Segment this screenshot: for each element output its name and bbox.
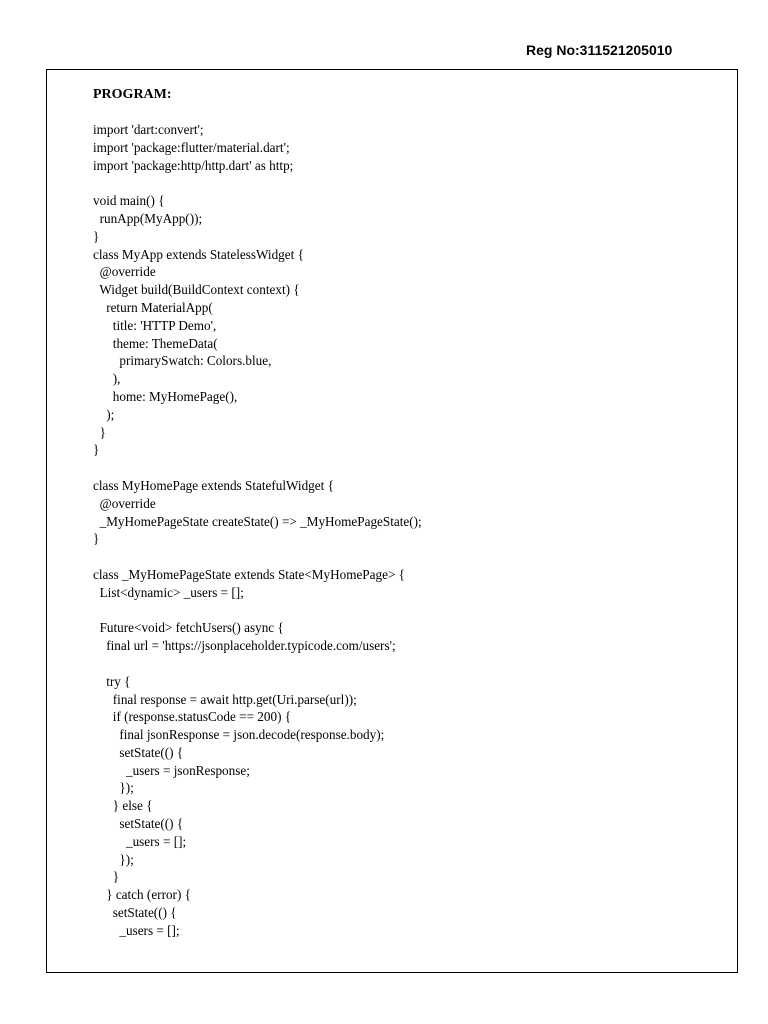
code-line: } catch (error) { (93, 887, 191, 903)
code-line: ), (93, 371, 121, 387)
code-line: primarySwatch: Colors.blue, (93, 353, 272, 369)
code-line: final jsonResponse = json.decode(response.body); (93, 727, 385, 743)
code-line: import 'dart:convert'; (93, 122, 204, 137)
code-line: import 'package:flutter/material.dart'; (93, 139, 290, 155)
code-line (93, 548, 422, 566)
code-line: _users = []; (93, 833, 187, 849)
code-line (93, 174, 422, 192)
code-line: setState(() { (93, 905, 177, 921)
code-line: setState(() { (93, 744, 184, 760)
code-line (93, 459, 422, 477)
code-line: } (93, 424, 106, 440)
code-listing (93, 121, 422, 940)
code-line: if (response.statusCode == 200) { (93, 709, 292, 725)
code-line: @override (93, 495, 156, 511)
code-line: } (93, 869, 120, 885)
code-line: final url = 'https://jsonplaceholder.typicode.com/users'; (93, 638, 396, 654)
code-line: try { (93, 673, 131, 689)
registration-number: Reg No:311521205010 (526, 42, 673, 58)
code-line: ); (93, 406, 115, 422)
code-line: _users = jsonResponse; (93, 762, 250, 778)
program-heading: PROGRAM: (93, 87, 172, 102)
code-line: _users = []; (93, 922, 180, 938)
code-line: final response = await http.get(Uri.parse(url)); (93, 691, 357, 707)
code-line: Widget build(BuildContext context) { (93, 282, 300, 298)
code-line: @override (93, 264, 156, 280)
code-line: } (93, 531, 100, 547)
code-line: class MyHomePage extends StatefulWidget { (93, 477, 334, 493)
code-line: class _MyHomePageState extends State<MyHomePage> { (93, 566, 406, 582)
code-line: class MyApp extends StatelessWidget { (93, 246, 304, 262)
code-line: _MyHomePageState createState() => _MyHomePageState(); (93, 513, 422, 529)
code-line: Future<void> fetchUsers() async { (93, 620, 284, 636)
code-line (93, 655, 422, 673)
code-line: List<dynamic> _users = []; (93, 584, 244, 600)
code-line: home: MyHomePage(), (93, 388, 238, 404)
code-line: runApp(MyApp()); (93, 210, 203, 226)
code-line (93, 602, 422, 620)
code-line: } else { (93, 798, 153, 814)
code-line: import 'package:http/http.dart' as http; (93, 157, 294, 173)
code-line: return MaterialApp( (93, 299, 213, 315)
code-line: title: 'HTTP Demo', (93, 317, 217, 333)
code-line: }); (93, 780, 134, 796)
code-line: theme: ThemeData( (93, 335, 218, 351)
code-line: }); (93, 851, 134, 867)
code-line: } (93, 442, 100, 458)
code-line: } (93, 228, 100, 244)
code-line: void main() { (93, 193, 165, 209)
code-line: setState(() { (93, 816, 184, 832)
